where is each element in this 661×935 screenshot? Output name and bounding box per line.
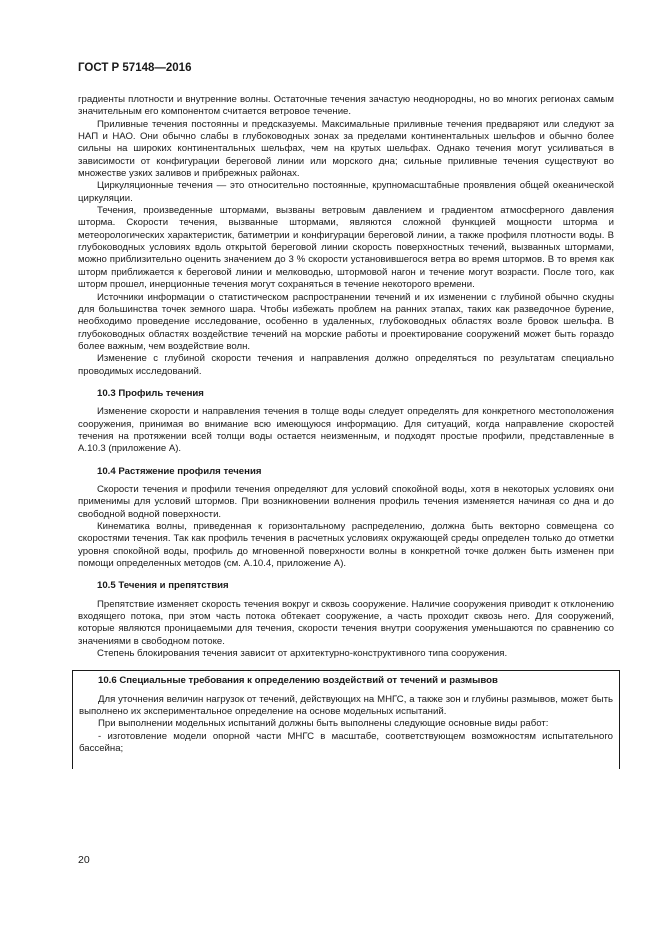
document-body — [78, 94, 614, 769]
paragraph: Степень блокирования течения зависит от архитектурно-конструктивного типа сооружения. — [97, 648, 508, 660]
paragraph: Изменение скорости и направления течения в толще воды следует определять для конкретного местоположения сооружения, принимая во внимание всю имеющуюся информацию. Для ситуаций, когда направление скоростей течения на протяжении всей толщи воды остается неизменным, и подходят простые профили, представленные в А.10.3 (приложение А). — [78, 406, 614, 455]
paragraph: Скорости течения и профили течения определяют для условий спокойной воды, хотя в некоторых условиях они применимы для условий штормов. При возникновении волнения профиль течения изменяется начиная со дна и до свободной водной поверхности. — [78, 483, 614, 520]
section-heading-10-6: 10.6 Специальные требования к определению воздействий от течений и размывов — [98, 675, 498, 687]
paragraph: - изготовление модели опорной части МНГС в масштабе, соответствующем возможностям испытательного бассейна; — [79, 730, 613, 755]
page-number: 20 — [78, 854, 90, 866]
document-header: ГОСТ Р 57148—2016 — [78, 62, 192, 74]
paragraph: Приливные течения постоянны и предсказуемы. Максимальные приливные течения предваряют или следуют за НАП и НАО. Они обычно слабы в глубоководных зонах за пределами континентальных шельфов и обычно более сильны на широких континентальных шельфах, чем на крутых шельфах. Однако течения могут усиливаться в зависимости от конфигурации береговой линии или морского дна; сильные приливные течения существуют во множестве узких заливов и прибрежных районах. — [78, 118, 614, 180]
paragraph: Течения, произведенные штормами, вызваны ветровым давлением и градиентом атмосферного давления шторма. Скорости течения, вызванные штормами, являются сложной функцией мощности шторма и метеорологических характеристик, батиметрии и конфигурации береговой линии, а также профиля плотности воды. В глубоководных условиях вдоль открытой береговой линии скорость поверхностных течений, вызванных штормами, можно приблизительно оценить значением до 3 % скорости установившегося ветра во время штормов. В то время как шторм приближается к береговой линии и мелководью, штормовой нагон и течение могут возрасти. После того, как шторм прошел, инерционные течения могут сохраняться в течение некоторого времени. — [78, 205, 614, 291]
paragraph: Для уточнения величин нагрузок от течений, действующих на МНГС, а также зон и глубины размывов, может быть выполнено их экспериментальное определение на основе модельных испытаний. — [79, 693, 613, 718]
paragraph: Препятствие изменяет скорость течения вокруг и сквозь сооружение. Наличие сооружения приводит к отклонению входящего потока, при этом часть потока обтекает сооружение, а часть проходит сквозь него. Для сооружений, которые являются проницаемыми для течения, скорости течения внутри сооружения уменьшаются по сравнению со значениями в свободном потоке. — [78, 598, 614, 647]
paragraph: Циркуляционные течения — это относительно постоянные, крупномасштабные проявления общей океанической циркуляции. — [78, 180, 614, 204]
paragraph: Источники информации о статистическом распространении течений и их изменении с глубиной обычно скудны для большинства точек земного шара. Чтобы избежать проблем на ранних этапах, таких как разведочное бурение, необходимо проведение исследование, особенно в удаленных, глубоководных областях возле бровок шельфа. В глубоководных областях воздействие течений на морские работы и проектирование сооружений может быть гораздо более важным, чем воздействие волн. — [78, 291, 614, 352]
paragraph: При выполнении модельных испытаний должны быть выполнены следующие основные виды работ: — [98, 718, 549, 730]
boxed-section-10-6 — [72, 670, 620, 769]
section-heading-10-5: 10.5 Течения и препятствия — [97, 580, 229, 592]
paragraph: градиенты плотности и внутренние волны. Остаточные течения зачастую неоднородны, но во многих регионах самым значительным его компонентом считается ветровое течение. — [78, 94, 614, 118]
paragraph: Кинематика волны, приведенная к горизонтальному распределению, должна быть векторно совмещена со скоростями течения. Так как профиль течения в расчетных условиях окружающей среды определен только до отметки уровня спокойной воды, профиль до мгновенной поверхности волны в конкретной точке должен быть изменен при помощи определенных методов (см. А.10.4, приложение А). — [78, 521, 614, 570]
section-heading-10-3: 10.3 Профиль течения — [97, 387, 204, 399]
paragraph: Изменение с глубиной скорости течения и направления должно определяться по результатам специально проводимых исследований. — [78, 353, 614, 377]
section-heading-10-4: 10.4 Растяжение профиля течения — [97, 465, 262, 477]
